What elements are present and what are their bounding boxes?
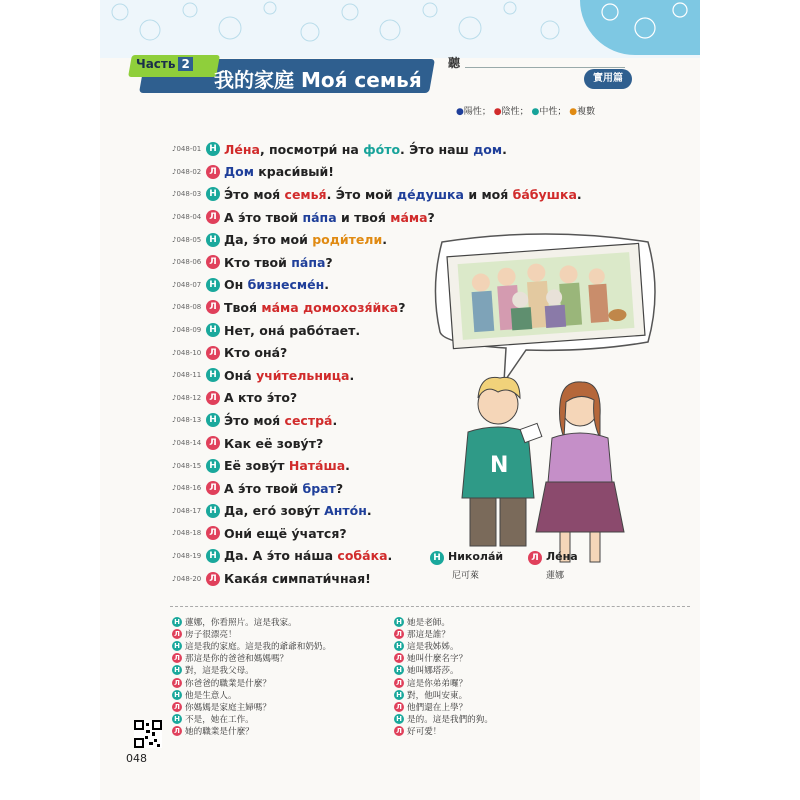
dialogue-fragment: Кто она́? xyxy=(224,345,288,361)
dialogue-text xyxy=(224,277,329,292)
part-label: Часть 2 xyxy=(136,57,193,71)
audio-track-label[interactable]: ♪048-17 xyxy=(172,506,202,515)
speaker-l-icon: Л xyxy=(206,572,220,586)
dialogue-fragment: Как её зову́т? xyxy=(224,435,324,451)
highlighted-word: роди́тели xyxy=(312,232,383,248)
speaker-l-icon: Л xyxy=(172,678,182,688)
textbook-page xyxy=(100,0,700,800)
listen-label: 聽 xyxy=(447,56,460,70)
translation-line xyxy=(394,664,493,676)
dialogue-line xyxy=(172,206,492,229)
translation-line xyxy=(172,616,331,628)
audio-track-label[interactable]: ♪048-16 xyxy=(172,484,202,493)
speaker-n-icon: Н xyxy=(172,714,182,724)
speaker-l-icon: Л xyxy=(172,702,182,712)
speaker-l-icon: Л xyxy=(206,526,220,540)
translation-text: 那這是誰？ xyxy=(407,630,450,641)
translation-text: 你爸爸的職業是什麼？ xyxy=(185,678,271,689)
translation-text: 她叫娜塔莎。 xyxy=(407,666,459,677)
dialogue-fragment: , посмотри́ на xyxy=(259,141,364,157)
dialogue-text xyxy=(224,368,354,383)
translation-line xyxy=(172,713,331,725)
dialogue-text xyxy=(224,390,297,405)
dialogue-text xyxy=(224,481,343,496)
practical-badge: 實用篇 xyxy=(584,69,632,89)
legend-neuter: 中性 xyxy=(539,107,558,117)
audio-track-label[interactable]: ♪048-13 xyxy=(172,416,202,425)
highlighted-word: соба́ка xyxy=(337,548,388,564)
speaker-n-icon: Н xyxy=(206,187,220,201)
audio-track-label[interactable]: ♪048-03 xyxy=(172,190,202,199)
dialogue-fragment: . xyxy=(366,503,372,519)
translation-line xyxy=(172,652,331,664)
audio-track-label[interactable]: ♪048-12 xyxy=(172,393,202,402)
speaker-l-icon: Л xyxy=(206,255,220,269)
dialogue-fragment: и твоя́ xyxy=(336,209,391,225)
translation-line xyxy=(394,725,493,737)
translation-left xyxy=(172,616,331,737)
highlighted-word: бизнесме́н xyxy=(247,277,325,293)
speaker-n-icon: Н xyxy=(172,617,182,627)
legend-feminine: 陰性 xyxy=(501,107,520,117)
speaker-n-icon: Н xyxy=(394,617,404,627)
highlighted-word: па́па xyxy=(302,209,337,225)
dialogue-fragment: ? xyxy=(325,254,333,270)
character-nikolai-chinese: 尼可萊 xyxy=(452,571,480,581)
dialogue-fragment: . xyxy=(382,232,387,248)
translation-line xyxy=(394,652,493,664)
dialogue-fragment: Э́то моя́ xyxy=(224,412,285,428)
highlighted-word: Анто́н xyxy=(324,503,367,519)
highlighted-word: ма́ма xyxy=(390,209,428,225)
dialogue-fragment: Твоя́ xyxy=(224,299,262,315)
dialogue-fragment: . Э́то мой xyxy=(326,186,397,202)
dialogue-text xyxy=(224,458,350,473)
dialogue-fragment: Кака́я симпати́чная! xyxy=(224,571,371,587)
speaker-l-icon: Л xyxy=(394,678,404,688)
speaker-l-icon: Л xyxy=(172,726,182,736)
speaker-n-icon: Н xyxy=(206,459,220,473)
dialogue-fragment: ? xyxy=(398,299,406,315)
dialogue-text xyxy=(224,164,334,179)
translation-text: 這是我的家庭。這是我的爺爺和奶奶。 xyxy=(185,642,332,653)
speaker-l-icon: Л xyxy=(394,702,404,712)
section-divider xyxy=(170,606,690,607)
dialogue-fragment: краси́вый! xyxy=(253,164,335,180)
bubble-pattern xyxy=(100,0,700,58)
speaker-n-icon: Н xyxy=(206,413,220,427)
translation-line xyxy=(394,676,493,688)
translation-right xyxy=(394,616,493,737)
gender-legend: ●陽性； ●陰性； ●中性； ●複數 xyxy=(456,107,596,117)
translation-line xyxy=(172,689,331,701)
dialogue-text xyxy=(224,436,323,451)
highlighted-word: па́па xyxy=(291,254,326,270)
translation-line xyxy=(394,640,493,652)
speaker-n-icon: Н xyxy=(206,323,220,337)
dialogue-fragment: Нет, она́ рабо́тает. xyxy=(224,322,361,338)
part-number: 2 xyxy=(178,57,192,71)
speaker-l-icon: Л xyxy=(206,481,220,495)
audio-track-label[interactable]: ♪048-15 xyxy=(172,461,202,470)
dialogue-line xyxy=(172,183,582,206)
translation-text: 你媽媽是家庭主婦嗎？ xyxy=(185,702,271,713)
dialogue-fragment: . xyxy=(387,548,393,564)
dialogue-text xyxy=(224,345,287,360)
speaker-n-icon: Н xyxy=(394,690,404,700)
character-nikolai: Н Никола́й xyxy=(430,550,503,565)
dialogue-fragment: Да. А э́то на́ша xyxy=(224,548,338,564)
translation-line xyxy=(172,725,331,737)
speaker-n-icon: Н xyxy=(206,233,220,247)
audio-track-label[interactable]: ♪048-04 xyxy=(172,213,202,222)
audio-track-label[interactable]: ♪048-08 xyxy=(172,303,202,312)
legend-plural: 複數 xyxy=(577,107,596,117)
translation-text: 房子很漂亮！ xyxy=(185,630,237,641)
highlighted-word: дом xyxy=(473,141,503,157)
speaker-n-icon: Н xyxy=(206,549,220,563)
character-lena: Л Ле́на xyxy=(528,550,578,565)
speaker-l-icon: Л xyxy=(394,653,404,663)
character-lena-chinese: 蓮娜 xyxy=(546,571,565,581)
dialogue-text xyxy=(224,571,371,586)
speaker-l-icon: Л xyxy=(206,436,220,450)
translation-text: 他們還在上學？ xyxy=(407,702,468,713)
dialogue-fragment: . xyxy=(345,458,350,474)
translation-line xyxy=(172,701,331,713)
speaker-n-icon: Н xyxy=(206,278,220,292)
translation-text: 她的職業是什麼？ xyxy=(185,726,254,737)
translation-text: 她是老師。 xyxy=(407,618,450,629)
translation-line xyxy=(172,664,331,676)
highlighted-word: учи́тельница xyxy=(256,367,350,383)
dialogue-fragment: . xyxy=(349,367,355,383)
highlighted-word: брат xyxy=(302,480,336,496)
audio-track-label[interactable]: ♪048-11 xyxy=(172,371,202,380)
dialogue-fragment: Да, э́то мои́ xyxy=(224,232,313,248)
highlighted-word: де́душка xyxy=(396,186,464,202)
highlighted-word: ма́ма xyxy=(261,299,299,315)
speaker-n-icon: Н xyxy=(172,690,182,700)
translation-line xyxy=(172,628,331,640)
dialogue-text xyxy=(224,323,360,338)
dialogue-text xyxy=(224,210,435,225)
dialogue-fragment: Он xyxy=(224,277,248,293)
dialogue-fragment: и моя́ xyxy=(463,186,513,202)
translation-text: 是的。這是我們的狗。 xyxy=(407,714,493,725)
dialogue-text xyxy=(224,232,387,247)
legend-masculine: 陽性 xyxy=(463,107,482,117)
audio-track-label[interactable]: ♪048-06 xyxy=(172,258,202,267)
translation-text: 對，這是我父母。 xyxy=(185,666,254,677)
highlighted-word: семья́ xyxy=(284,186,327,202)
qr-code-icon[interactable] xyxy=(134,720,162,748)
dialogue-fragment: . xyxy=(502,141,507,157)
audio-track-label[interactable]: ♪048-05 xyxy=(172,235,202,244)
highlighted-word: Дом xyxy=(224,164,254,180)
dialogue-text xyxy=(224,526,347,541)
dialogue-fragment: Кто твой xyxy=(224,254,292,270)
speaker-l-icon: Л xyxy=(206,300,220,314)
dialogue-fragment: Э́то моя́ xyxy=(224,186,285,202)
speaker-l-icon: Л xyxy=(206,346,220,360)
audio-track-label[interactable]: ♪048-02 xyxy=(172,167,202,176)
speaker-n-icon: Н xyxy=(206,142,220,156)
translation-line xyxy=(394,628,493,640)
translation-line xyxy=(394,689,493,701)
translation-text: 這是我姊姊。 xyxy=(407,642,459,653)
speaker-n-icon: Н xyxy=(394,714,404,724)
family-illustration xyxy=(430,232,662,582)
dialogue-line xyxy=(172,161,492,184)
dialogue-fragment: . xyxy=(576,186,582,202)
audio-track-label[interactable]: ♪048-09 xyxy=(172,326,202,335)
dialogue-text xyxy=(224,548,392,563)
audio-track-label[interactable]: ♪048-19 xyxy=(172,551,202,560)
dialogue-fragment: А э́то твой xyxy=(224,209,303,225)
page-number: 048 xyxy=(126,752,147,765)
translation-line xyxy=(172,640,331,652)
dialogue-text xyxy=(224,300,405,315)
audio-track-label[interactable]: ♪048-10 xyxy=(172,348,202,357)
speaker-n-icon: Н xyxy=(394,641,404,651)
highlighted-word: фо́то xyxy=(363,141,401,157)
translation-line xyxy=(394,713,493,725)
speaker-n-icon: Н xyxy=(430,551,444,565)
translation-text: 她叫什麼名字？ xyxy=(407,654,468,665)
translation-text: 他是生意人。 xyxy=(185,690,237,701)
dialogue-text xyxy=(224,142,507,157)
dialogue-text xyxy=(224,503,372,518)
translation-text: 好可愛！ xyxy=(407,726,442,737)
audio-track-label[interactable]: ♪048-18 xyxy=(172,529,202,538)
speaker-l-icon: Л xyxy=(528,551,542,565)
translation-text: 那這是你的爸爸和媽媽嗎？ xyxy=(185,654,289,665)
dialogue-line xyxy=(172,138,507,161)
dialogue-fragment: ? xyxy=(335,480,344,496)
translation-line xyxy=(172,676,331,688)
translation-text: 不是，她在工作。 xyxy=(185,714,254,725)
dialogue-text xyxy=(224,187,582,202)
translation-text: 蓮娜，你看照片。這是我家。 xyxy=(185,618,297,629)
translation-text: 對，他叫安東。 xyxy=(407,690,468,701)
dialogue-text xyxy=(224,255,333,270)
dialogue-fragment: . Э́то наш xyxy=(400,141,474,157)
dialogue-fragment: Да, его́ зову́т xyxy=(224,503,325,519)
audio-track-label[interactable]: ♪048-14 xyxy=(172,439,202,448)
audio-track-label[interactable]: ♪048-01 xyxy=(172,145,202,154)
speaker-n-icon: Н xyxy=(206,504,220,518)
dialogue-fragment: . xyxy=(324,277,329,293)
speaker-n-icon: Н xyxy=(172,665,182,675)
speaker-n-icon: Н xyxy=(394,665,404,675)
dialogue-fragment: Они́ ещё у́чатся? xyxy=(224,525,347,541)
dialogue-fragment: А кто э́то? xyxy=(224,390,298,406)
speaker-l-icon: Л xyxy=(172,653,182,663)
speaker-l-icon: Л xyxy=(206,165,220,179)
speaker-n-icon: Н xyxy=(172,641,182,651)
highlighted-word: ба́бушка xyxy=(512,186,577,202)
dialogue-fragment: Она́ xyxy=(224,367,257,383)
translation-line xyxy=(394,616,493,628)
speaker-n-icon: Н xyxy=(206,368,220,382)
dialogue-fragment: ? xyxy=(427,209,435,225)
highlighted-word: домохозя́йка xyxy=(303,299,399,315)
speaker-l-icon: Л xyxy=(206,210,220,224)
divider xyxy=(465,67,625,68)
highlighted-word: Ле́на xyxy=(224,141,260,157)
page-title: 我的家庭 Моя́ семья́ xyxy=(214,68,422,92)
audio-track-label[interactable]: ♪048-07 xyxy=(172,280,202,289)
translation-text: 這是你弟弟囉？ xyxy=(407,678,468,689)
speaker-l-icon: Л xyxy=(394,726,404,736)
svg-text:N: N xyxy=(490,453,509,478)
highlighted-word: Ната́ша xyxy=(288,458,346,474)
dialogue-fragment: Её зову́т xyxy=(224,458,289,474)
speaker-l-icon: Л xyxy=(394,629,404,639)
dialogue-text xyxy=(224,413,337,428)
speaker-l-icon: Л xyxy=(206,391,220,405)
dialogue-fragment: А э́то твой xyxy=(224,480,303,496)
highlighted-word: сестра́ xyxy=(284,412,333,428)
title-banner xyxy=(130,55,600,99)
translation-line xyxy=(394,701,493,713)
dialogue-fragment: . xyxy=(332,412,338,428)
speaker-l-icon: Л xyxy=(172,629,182,639)
audio-track-label[interactable]: ♪048-20 xyxy=(172,574,202,583)
